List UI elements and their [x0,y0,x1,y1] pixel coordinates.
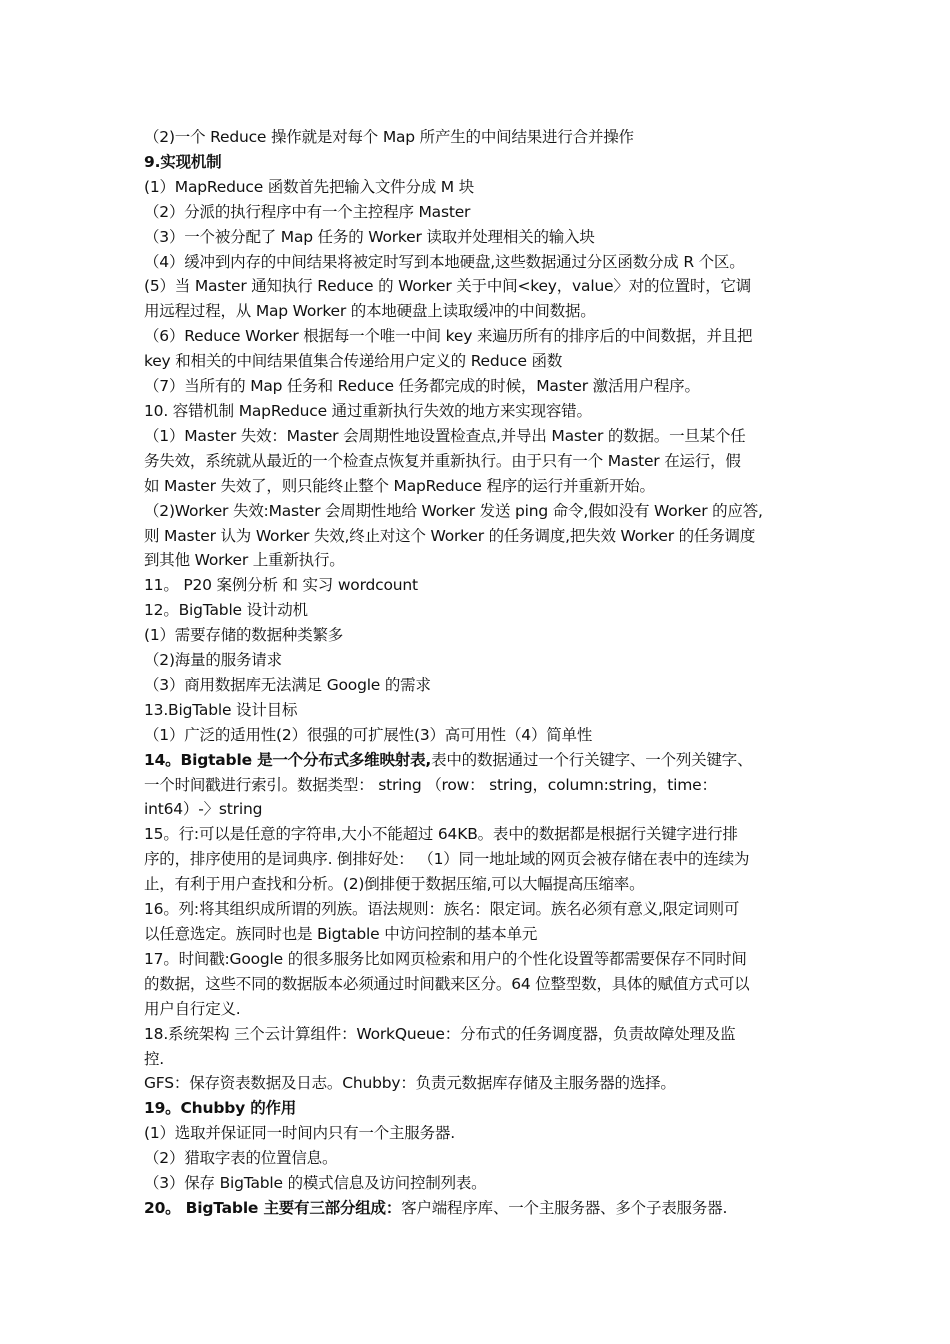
text-line [144,573,816,598]
heading-text: 9.实现机制 [144,152,222,171]
text-line [144,922,816,947]
text-line [144,250,816,275]
text-line [144,723,816,748]
text-line [144,1022,816,1047]
line-text: （3）商用数据库无法满足 Google 的需求 [144,675,431,694]
text-line [144,274,816,299]
text-line [144,1121,816,1146]
text-line [144,972,816,997]
document-page [144,125,816,1221]
line-text: 用户自行定义. [144,999,241,1018]
line-text: （6）Reduce Worker 根据每一个唯一中间 key 来遍历所有的排序后的中间数据，并且把 [144,327,753,346]
text-line [144,548,816,573]
text-line [144,225,816,250]
line-text: （4）缓冲到内存的中间结果将被定时写到本地硬盘,这些数据通过分区函数分成 R 个区。 [144,252,745,271]
text-line [144,797,816,822]
line-text: 10. 容错机制 MapReduce 通过重新执行失效的地方来实现容错。 [144,401,592,420]
line-text: 止，有利于用户查找和分析。(2)倒排便于数据压缩,可以大幅提高压缩率。 [144,875,645,894]
bold-lead-text: 20。 BigTable 主要有三部分组成： [144,1198,402,1217]
heading-text: 19。Chubby 的作用 [144,1099,297,1118]
line-text: 一个时间戳进行索引。数据类型： string （row： string，column:string，time： [144,775,717,794]
text-line [144,947,816,972]
line-text: （2)海量的服务请求 [144,651,282,670]
text-line [144,1146,816,1171]
text-line [144,1047,816,1072]
line-text: 控. [144,1049,165,1068]
text-line [144,499,816,524]
text-line [144,125,816,150]
line-text: 13.BigTable 设计目标 [144,700,298,719]
text-line [144,773,816,798]
line-text: 务失效，系统就从最近的一个检查点恢复并重新执行。由于只有一个 Master 在运行，假 [144,451,741,470]
text-line [144,524,816,549]
line-text: 15。行:可以是任意的字符串,大小不能超过 64KB。表中的数据都是根据行关键字进行排 [144,825,738,844]
line-text: (1）选取并保证同一时间内只有一个主服务器. [144,1124,455,1143]
text-line [144,598,816,623]
text-line [144,623,816,648]
line-text: 用远程过程，从 Map Worker 的本地硬盘上读取缓冲的中间数据。 [144,302,596,321]
line-text: GFS：保存资表数据及日志。Chubby：负责元数据库存储及主服务器的选择。 [144,1074,676,1093]
line-text: 18.系统架构 三个云计算组件：WorkQueue：分布式的任务调度器，负责故障处理及监 [144,1024,736,1043]
line-text: 表中的数据通过一个行关键字、一个列关键字、 [431,750,753,769]
line-text: 以任意选定。族同时也是 Bigtable 中访问控制的基本单元 [144,925,538,943]
text-line [144,374,816,399]
text-line [144,474,816,499]
line-text: 11。 P20 案例分析 和 实习 wordcount [144,576,418,595]
line-text: （2）分派的执行程序中有一个主控程序 Master [144,202,471,221]
text-line [144,1171,816,1196]
text-line [144,299,816,324]
text-line [144,748,816,773]
line-text: int64）-〉string [144,800,263,819]
text-line [144,897,816,922]
text-line [144,822,816,847]
line-text: (1）MapReduce 函数首先把输入文件分成 M 块 [144,177,475,196]
line-text: （2）猎取字表的位置信息。 [144,1149,338,1168]
text-line [144,872,816,897]
line-text: （7）当所有的 Map 任务和 Reduce 任务都完成的时候，Master 激活用户程序。 [144,377,700,396]
line-text: 客户端程序库、一个主服务器、多个子表服务器. [401,1198,728,1217]
line-text: 如 Master 失效了，则只能终止整个 MapReduce 程序的运行并重新开始。 [144,476,655,495]
line-text: (1）需要存储的数据种类繁多 [144,626,344,645]
line-text: 12。BigTable 设计动机 [144,601,308,620]
line-text: 16。列:将其组织成所谓的列族。语法规则：族名：限定词。族名必须有意义,限定词则可 [144,900,740,919]
bold-lead-text: 14。Bigtable 是一个分布式多维映射表, [144,750,432,769]
line-text: 序的，排序使用的是词典序. 倒排好处： （1）同一地址域的网页会被存储在表中的连续为 [144,850,750,869]
text-line [144,698,816,723]
line-text: 到其他 Worker 上重新执行。 [144,551,345,570]
line-text: key 和相关的中间结果值集合传递给用户定义的 Reduce 函数 [144,352,563,371]
section-heading [144,1096,816,1121]
text-line [144,324,816,349]
text-line [144,847,816,872]
line-text: 则 Master 认为 Worker 失效,终止对这个 Worker 的任务调度,把失效 Worker 的任务调度 [144,526,756,545]
text-line [144,200,816,225]
text-line [144,449,816,474]
text-line [144,349,816,374]
text-line [144,648,816,673]
line-text: （1）Master 失效：Master 会周期性地设置检查点,并导出 Master 的数据。一旦某个任 [144,426,746,445]
line-text: 的数据，这些不同的数据版本必须通过时间戳来区分。64 位整型数，具体的赋值方式可以 [144,974,750,993]
text-line [144,1196,816,1221]
line-text: （2)Worker 失效:Master 会周期性地给 Worker 发送 ping 命令,假如没有 Worker 的应答, [144,501,763,520]
text-line [144,399,816,424]
text-line [144,424,816,449]
line-text: （3）一个被分配了 Map 任务的 Worker 读取并处理相关的输入块 [144,227,595,246]
section-heading [144,150,816,175]
text-line [144,1071,816,1096]
text-line [144,175,816,200]
text-line [144,997,816,1022]
line-text: (5）当 Master 通知执行 Reduce 的 Worker 关于中间<key，value〉对的位置时，它调 [144,277,752,296]
text-line [144,673,816,698]
line-text: 17。时间戳:Google 的很多服务比如网页检索和用户的个性化设置等都需要保存不同时间 [144,949,747,968]
line-text: （2)一个 Reduce 操作就是对每个 Map 所产生的中间结果进行合并操作 [144,128,634,146]
line-text: （1）广泛的适用性(2）很强的可扩展性(3）高可用性（4）简单性 [144,725,593,744]
line-text: （3）保存 BigTable 的模式信息及访问控制列表。 [144,1174,487,1193]
